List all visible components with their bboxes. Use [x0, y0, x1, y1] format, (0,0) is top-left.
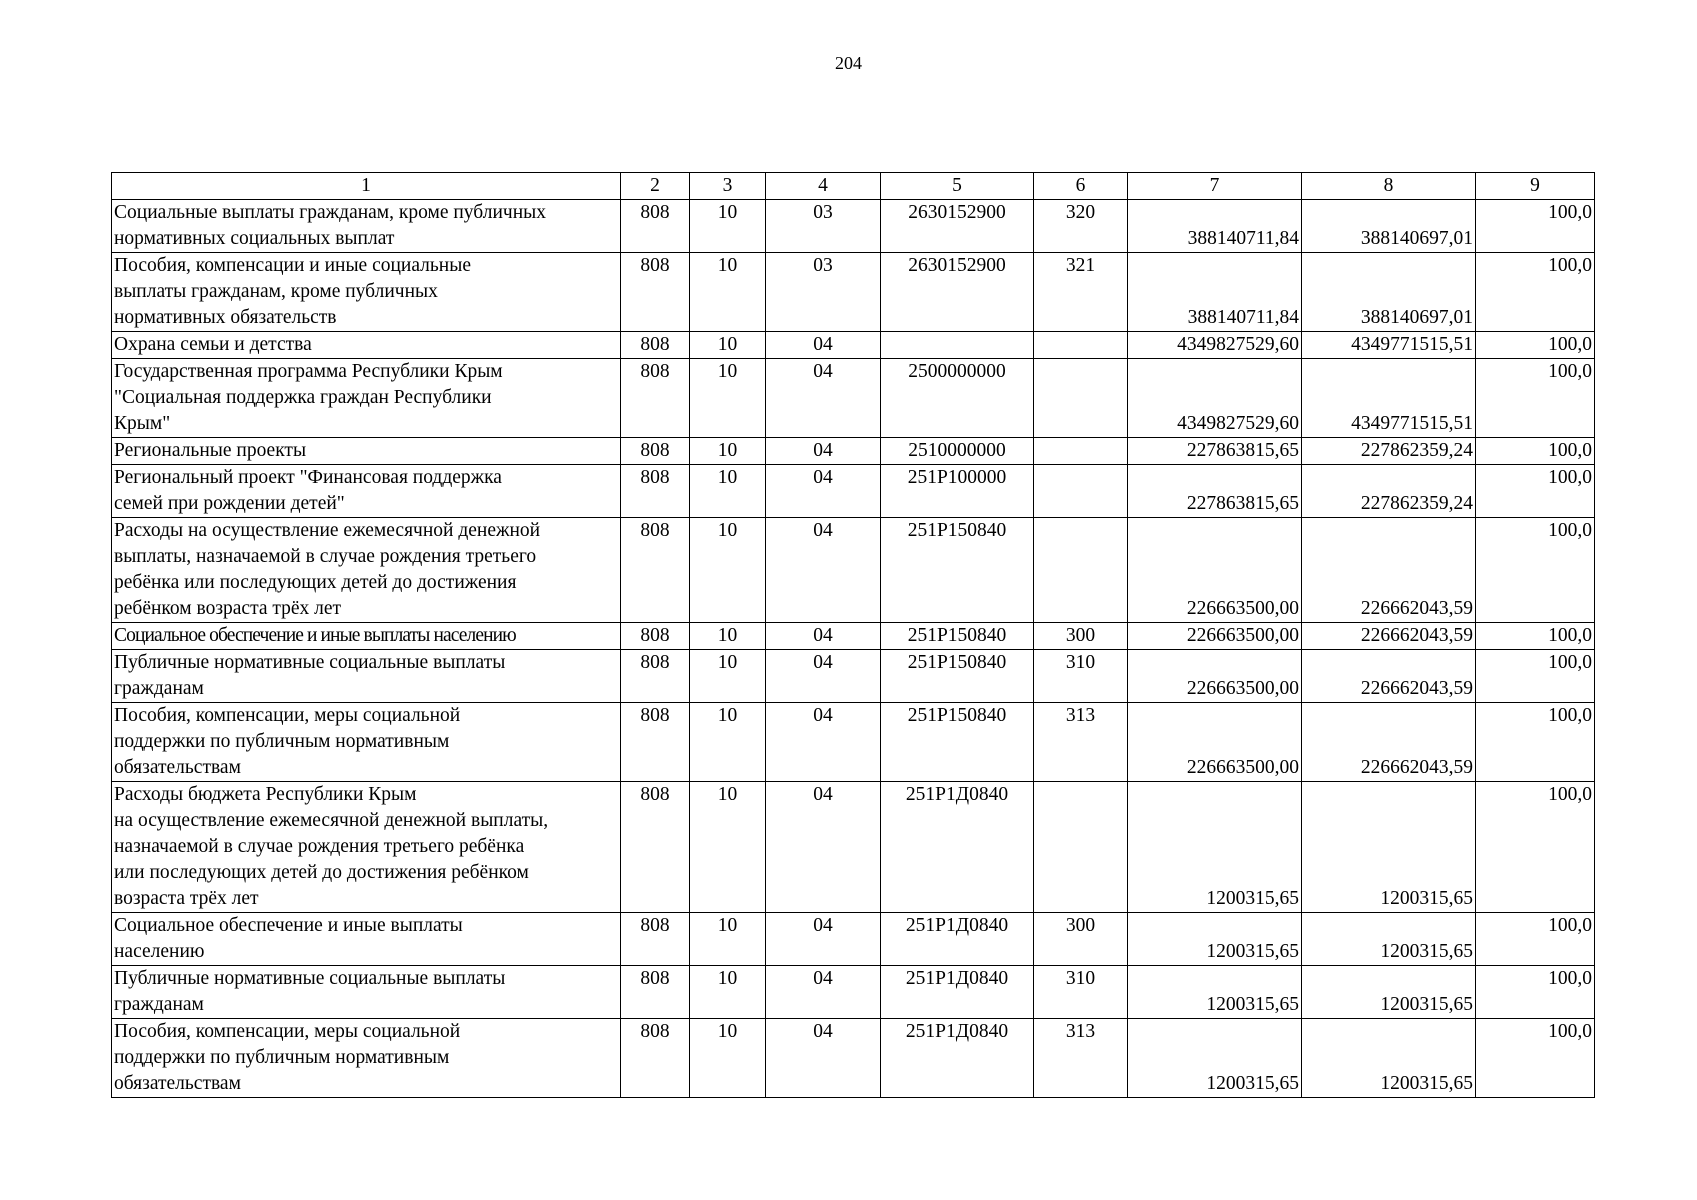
cell-approved-amount: 226663500,00 — [1128, 623, 1302, 650]
cell-section-code: 10 — [690, 913, 766, 966]
cell-expense-type: 321 — [1034, 253, 1128, 332]
table-row — [112, 1019, 1595, 1098]
header-col-4: 4 — [766, 173, 881, 200]
cell-subsection-code: 04 — [766, 703, 881, 782]
header-col-8: 8 — [1302, 173, 1476, 200]
cell-subsection-code: 04 — [766, 623, 881, 650]
cell-execution-percent: 100,0 — [1476, 1019, 1595, 1098]
cell-execution-percent: 100,0 — [1476, 518, 1595, 623]
cell-expense-type: 300 — [1034, 913, 1128, 966]
cell-ministry-code: 808 — [621, 623, 690, 650]
cell-execution-percent: 100,0 — [1476, 913, 1595, 966]
cell-execution-percent: 100,0 — [1476, 782, 1595, 913]
cell-target-article: 251P1Д0840 — [881, 966, 1034, 1019]
cell-approved-amount: 226663500,00 — [1128, 518, 1302, 623]
cell-subsection-code: 04 — [766, 332, 881, 359]
cell-approved-amount: 227863815,65 — [1128, 438, 1302, 465]
cell-executed-amount: 388140697,01 — [1302, 200, 1476, 253]
cell-ministry-code: 808 — [621, 438, 690, 465]
cell-approved-amount: 1200315,65 — [1128, 1019, 1302, 1098]
header-col-2: 2 — [621, 173, 690, 200]
cell-execution-percent: 100,0 — [1476, 438, 1595, 465]
header-col-7: 7 — [1128, 173, 1302, 200]
cell-target-article: 2510000000 — [881, 438, 1034, 465]
table-row — [112, 465, 1595, 518]
table-row — [112, 913, 1595, 966]
table-row — [112, 650, 1595, 703]
cell-approved-amount: 226663500,00 — [1128, 703, 1302, 782]
cell-ministry-code: 808 — [621, 703, 690, 782]
cell-subsection-code: 04 — [766, 966, 881, 1019]
row-name: Расходы бюджета Республики Крым на осуществление ежемесячной денежной выплаты, назначаемой в случае рождения третьего ребёнка или последующих детей до достижения ребёнком возраста трёх лет — [112, 782, 621, 913]
cell-subsection-code: 04 — [766, 913, 881, 966]
cell-approved-amount: 4349827529,60 — [1128, 332, 1302, 359]
cell-subsection-code: 04 — [766, 1019, 881, 1098]
table-row — [112, 623, 1595, 650]
table-row — [112, 332, 1595, 359]
cell-ministry-code: 808 — [621, 200, 690, 253]
cell-execution-percent: 100,0 — [1476, 200, 1595, 253]
header-row — [112, 173, 1595, 200]
cell-execution-percent: 100,0 — [1476, 623, 1595, 650]
row-name: Социальное обеспечение и иные выплаты населению — [112, 913, 621, 966]
cell-target-article: 251P150840 — [881, 703, 1034, 782]
row-name: Расходы на осуществление ежемесячной денежной выплаты, назначаемой в случае рождения третьего ребёнка или последующих детей до достижения ребёнком возраста трёх лет — [112, 518, 621, 623]
cell-approved-amount: 388140711,84 — [1128, 253, 1302, 332]
cell-executed-amount: 4349771515,51 — [1302, 359, 1476, 438]
row-name: Региональный проект "Финансовая поддержка семей при рождении детей" — [112, 465, 621, 518]
cell-ministry-code: 808 — [621, 966, 690, 1019]
row-name: Социальное обеспечение и иные выплаты населению — [112, 623, 621, 650]
cell-executed-amount: 226662043,59 — [1302, 703, 1476, 782]
cell-executed-amount: 388140697,01 — [1302, 253, 1476, 332]
cell-target-article: 2500000000 — [881, 359, 1034, 438]
row-name: Пособия, компенсации и иные социальные выплаты гражданам, кроме публичных нормативных обязательств — [112, 253, 621, 332]
row-name: Публичные нормативные социальные выплаты гражданам — [112, 966, 621, 1019]
cell-expense-type: 313 — [1034, 703, 1128, 782]
row-name: Региональные проекты — [112, 438, 621, 465]
cell-target-article: 251P150840 — [881, 518, 1034, 623]
cell-ministry-code: 808 — [621, 913, 690, 966]
cell-ministry-code: 808 — [621, 782, 690, 913]
table-row — [112, 253, 1595, 332]
cell-executed-amount: 1200315,65 — [1302, 966, 1476, 1019]
cell-section-code: 10 — [690, 1019, 766, 1098]
cell-section-code: 10 — [690, 966, 766, 1019]
cell-target-article: 251P150840 — [881, 623, 1034, 650]
cell-target-article: 2630152900 — [881, 253, 1034, 332]
cell-ministry-code: 808 — [621, 1019, 690, 1098]
table-row — [112, 438, 1595, 465]
cell-approved-amount: 1200315,65 — [1128, 966, 1302, 1019]
header-col-9: 9 — [1476, 173, 1595, 200]
table-row — [112, 359, 1595, 438]
cell-ministry-code: 808 — [621, 359, 690, 438]
cell-execution-percent: 100,0 — [1476, 253, 1595, 332]
cell-execution-percent: 100,0 — [1476, 650, 1595, 703]
cell-section-code: 10 — [690, 438, 766, 465]
cell-target-article: 2630152900 — [881, 200, 1034, 253]
cell-expense-type — [1034, 518, 1128, 623]
table-header — [112, 173, 1595, 200]
page-number: 204 — [835, 53, 862, 73]
row-name: Социальные выплаты гражданам, кроме публичных нормативных социальных выплат — [112, 200, 621, 253]
header-col-1: 1 — [112, 173, 621, 200]
cell-target-article: 251P150840 — [881, 650, 1034, 703]
cell-execution-percent: 100,0 — [1476, 966, 1595, 1019]
cell-execution-percent: 100,0 — [1476, 332, 1595, 359]
cell-section-code: 10 — [690, 623, 766, 650]
cell-execution-percent: 100,0 — [1476, 465, 1595, 518]
table-row — [112, 782, 1595, 913]
cell-executed-amount: 226662043,59 — [1302, 650, 1476, 703]
cell-execution-percent: 100,0 — [1476, 703, 1595, 782]
cell-section-code: 10 — [690, 200, 766, 253]
cell-target-article — [881, 332, 1034, 359]
cell-expense-type — [1034, 465, 1128, 518]
cell-ministry-code: 808 — [621, 465, 690, 518]
cell-executed-amount: 1200315,65 — [1302, 782, 1476, 913]
cell-target-article: 251P1Д0840 — [881, 913, 1034, 966]
cell-subsection-code: 04 — [766, 650, 881, 703]
cell-executed-amount: 227862359,24 — [1302, 465, 1476, 518]
cell-ministry-code: 808 — [621, 650, 690, 703]
cell-executed-amount: 226662043,59 — [1302, 518, 1476, 623]
cell-section-code: 10 — [690, 650, 766, 703]
cell-approved-amount: 227863815,65 — [1128, 465, 1302, 518]
cell-expense-type — [1034, 438, 1128, 465]
cell-subsection-code: 03 — [766, 200, 881, 253]
cell-section-code: 10 — [690, 332, 766, 359]
cell-approved-amount: 388140711,84 — [1128, 200, 1302, 253]
cell-section-code: 10 — [690, 518, 766, 623]
cell-executed-amount: 4349771515,51 — [1302, 332, 1476, 359]
cell-executed-amount: 1200315,65 — [1302, 1019, 1476, 1098]
cell-approved-amount: 1200315,65 — [1128, 782, 1302, 913]
cell-executed-amount: 227862359,24 — [1302, 438, 1476, 465]
cell-approved-amount: 226663500,00 — [1128, 650, 1302, 703]
cell-expense-type — [1034, 332, 1128, 359]
table-row — [112, 200, 1595, 253]
cell-expense-type — [1034, 359, 1128, 438]
table-body — [112, 200, 1595, 1098]
cell-ministry-code: 808 — [621, 332, 690, 359]
cell-subsection-code: 03 — [766, 253, 881, 332]
cell-target-article: 251P1Д0840 — [881, 782, 1034, 913]
cell-ministry-code: 808 — [621, 518, 690, 623]
cell-expense-type: 310 — [1034, 966, 1128, 1019]
cell-section-code: 10 — [690, 465, 766, 518]
header-col-6: 6 — [1034, 173, 1128, 200]
table-row — [112, 703, 1595, 782]
table-row — [112, 966, 1595, 1019]
cell-expense-type: 310 — [1034, 650, 1128, 703]
cell-target-article: 251P1Д0840 — [881, 1019, 1034, 1098]
cell-subsection-code: 04 — [766, 359, 881, 438]
cell-section-code: 10 — [690, 253, 766, 332]
header-col-3: 3 — [690, 173, 766, 200]
cell-expense-type — [1034, 782, 1128, 913]
cell-section-code: 10 — [690, 703, 766, 782]
cell-executed-amount: 1200315,65 — [1302, 913, 1476, 966]
cell-approved-amount: 1200315,65 — [1128, 913, 1302, 966]
cell-target-article: 251P100000 — [881, 465, 1034, 518]
cell-subsection-code: 04 — [766, 782, 881, 913]
row-name: Государственная программа Республики Крым "Социальная поддержка граждан Республики Крым" — [112, 359, 621, 438]
cell-execution-percent: 100,0 — [1476, 359, 1595, 438]
cell-executed-amount: 226662043,59 — [1302, 623, 1476, 650]
cell-expense-type: 300 — [1034, 623, 1128, 650]
cell-section-code: 10 — [690, 782, 766, 913]
cell-subsection-code: 04 — [766, 518, 881, 623]
cell-expense-type: 313 — [1034, 1019, 1128, 1098]
cell-expense-type: 320 — [1034, 200, 1128, 253]
cell-ministry-code: 808 — [621, 253, 690, 332]
cell-subsection-code: 04 — [766, 465, 881, 518]
budget-table — [111, 172, 1595, 1098]
cell-section-code: 10 — [690, 359, 766, 438]
row-name: Публичные нормативные социальные выплаты гражданам — [112, 650, 621, 703]
header-col-5: 5 — [881, 173, 1034, 200]
cell-subsection-code: 04 — [766, 438, 881, 465]
table-row — [112, 518, 1595, 623]
row-name: Охрана семьи и детства — [112, 332, 621, 359]
cell-approved-amount: 4349827529,60 — [1128, 359, 1302, 438]
row-name: Пособия, компенсации, меры социальной поддержки по публичным нормативным обязательствам — [112, 703, 621, 782]
row-name: Пособия, компенсации, меры социальной поддержки по публичным нормативным обязательствам — [112, 1019, 621, 1098]
